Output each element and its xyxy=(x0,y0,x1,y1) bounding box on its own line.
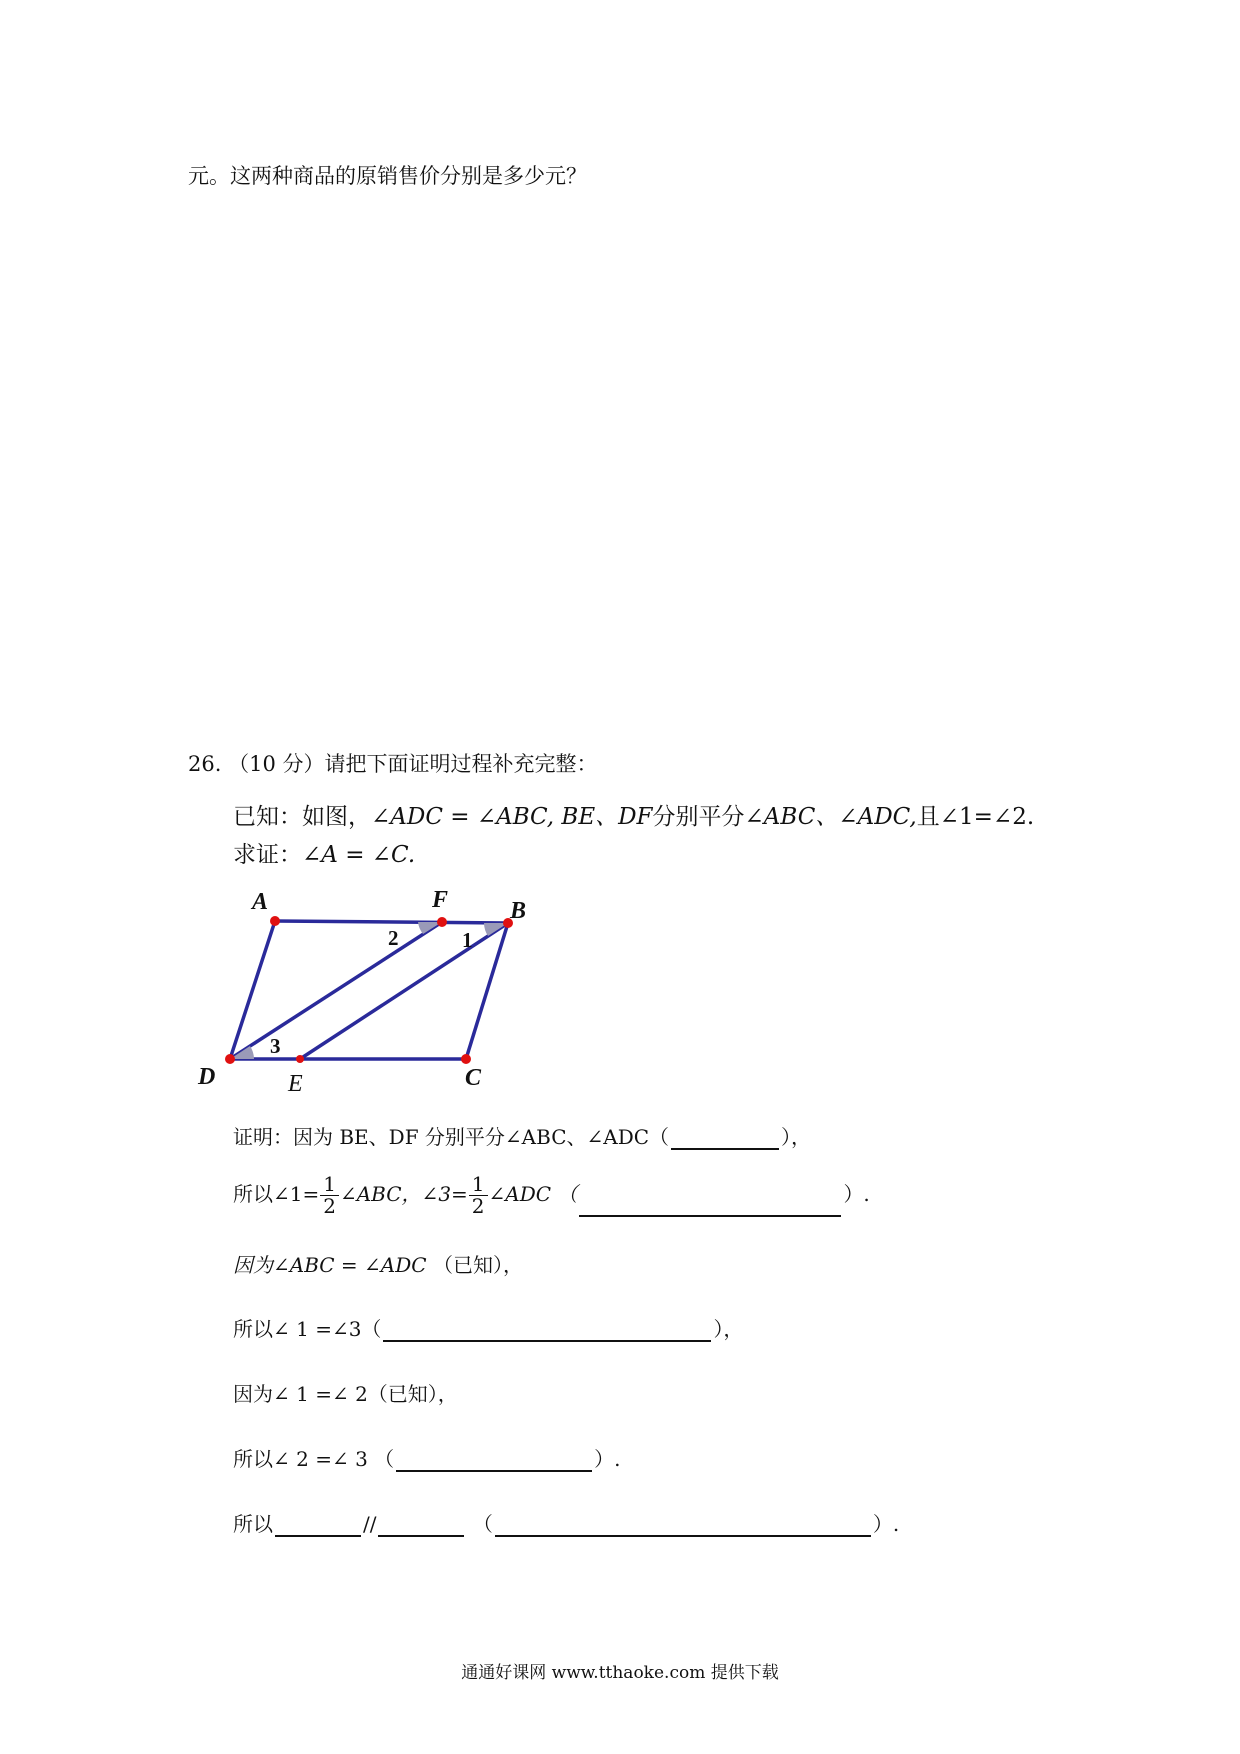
continuation-text: 元。这两种商品的原销售价分别是多少元？ xyxy=(188,164,587,188)
proof-l7-end: ）. xyxy=(872,1512,900,1536)
given-tail: 且∠1=∠2. xyxy=(916,804,1035,830)
parallelogram-figure xyxy=(190,885,527,1110)
blank-7[interactable] xyxy=(495,1514,871,1537)
point-f xyxy=(437,917,447,927)
parallel-symbol: // xyxy=(363,1512,377,1536)
proof-line-2 xyxy=(233,1174,870,1217)
question-header xyxy=(188,748,598,778)
proof-line-4 xyxy=(233,1313,743,1342)
proof-l2-end: ）. xyxy=(843,1182,870,1206)
fraction-numerator: 1 xyxy=(320,1174,339,1196)
proof-l1-text: 证明：因为 BE、DF 分别平分∠ABC、∠ADC（ xyxy=(233,1125,670,1149)
label-b: B xyxy=(510,898,527,924)
question-number: 26. xyxy=(188,752,222,776)
label-e: E xyxy=(288,1071,303,1097)
proof-l2-a: 所以∠1= xyxy=(233,1182,320,1206)
given-text: 分别平分 xyxy=(652,804,745,830)
given-math: ∠ADC = ∠ABC, BE、DF xyxy=(371,804,653,830)
blank-2[interactable] xyxy=(579,1194,841,1217)
fraction-numerator: 1 xyxy=(469,1174,488,1196)
proof-l4-end: ）， xyxy=(713,1317,744,1341)
label-angle-2: 2 xyxy=(388,926,399,950)
blank-5[interactable] xyxy=(275,1514,361,1537)
proof-l2-b: ∠ABC，∠3= xyxy=(339,1182,468,1206)
proof-line-7 xyxy=(233,1508,899,1537)
proof-l7-a: 所以 xyxy=(233,1512,273,1536)
fraction-denominator: 2 xyxy=(323,1194,336,1218)
proof-line-5 xyxy=(233,1378,458,1407)
proof-l6-end: ）. xyxy=(594,1447,621,1471)
prove-math: ∠A = ∠C. xyxy=(302,842,416,868)
question-score: （10 分） xyxy=(228,752,325,776)
proof-l5-text: 因为∠ 1 =∠ 2（已知）， xyxy=(233,1382,458,1406)
segment-be xyxy=(300,923,508,1059)
proof-l3-a: 因为∠ABC = ∠ADC xyxy=(233,1253,427,1277)
label-a: A xyxy=(252,889,269,915)
question-prompt: 请把下面证明过程补充完整： xyxy=(324,752,598,776)
label-angle-3: 3 xyxy=(270,1034,281,1058)
proof-l1-end: ）， xyxy=(781,1125,812,1149)
blank-3[interactable] xyxy=(383,1319,711,1342)
label-d: D xyxy=(198,1064,216,1090)
blank-6[interactable] xyxy=(378,1514,464,1537)
proof-line-6 xyxy=(233,1443,621,1472)
prove-statement xyxy=(233,836,415,869)
proof-line-1 xyxy=(233,1121,811,1150)
proof-line-3 xyxy=(233,1249,523,1278)
segment-ab xyxy=(275,921,508,923)
blank-1[interactable] xyxy=(671,1127,779,1150)
proof-l7-b: （ xyxy=(472,1512,493,1536)
given-angles: ∠ABC、∠ADC, xyxy=(744,804,917,830)
fraction-denominator: 2 xyxy=(471,1194,485,1218)
proof-l2-c: ∠ADC （ xyxy=(488,1182,578,1206)
proof-l3-b: （已知）， xyxy=(432,1253,523,1277)
segment-df xyxy=(230,922,442,1059)
prove-prefix: 求证： xyxy=(233,842,302,868)
point-e xyxy=(296,1055,304,1063)
segment-da xyxy=(230,921,275,1059)
point-a xyxy=(270,916,280,926)
label-angle-1: 1 xyxy=(462,928,473,952)
fraction-half-2 xyxy=(469,1174,488,1217)
blank-4[interactable] xyxy=(396,1449,592,1472)
proof-l4-a: 所以∠ 1 =∠3（ xyxy=(233,1317,382,1341)
given-statement xyxy=(233,798,1034,831)
label-c: C xyxy=(465,1065,482,1091)
fraction-half-1 xyxy=(320,1174,339,1217)
point-d xyxy=(225,1054,235,1064)
given-prefix: 已知：如图， xyxy=(233,804,371,830)
point-c xyxy=(461,1054,471,1064)
label-f: F xyxy=(432,887,449,913)
proof-l6-a: 所以∠ 2 =∠ 3 （ xyxy=(233,1447,395,1471)
page-footer: 通通好课网 www.tthaoke.com 提供下载 xyxy=(461,1663,779,1683)
